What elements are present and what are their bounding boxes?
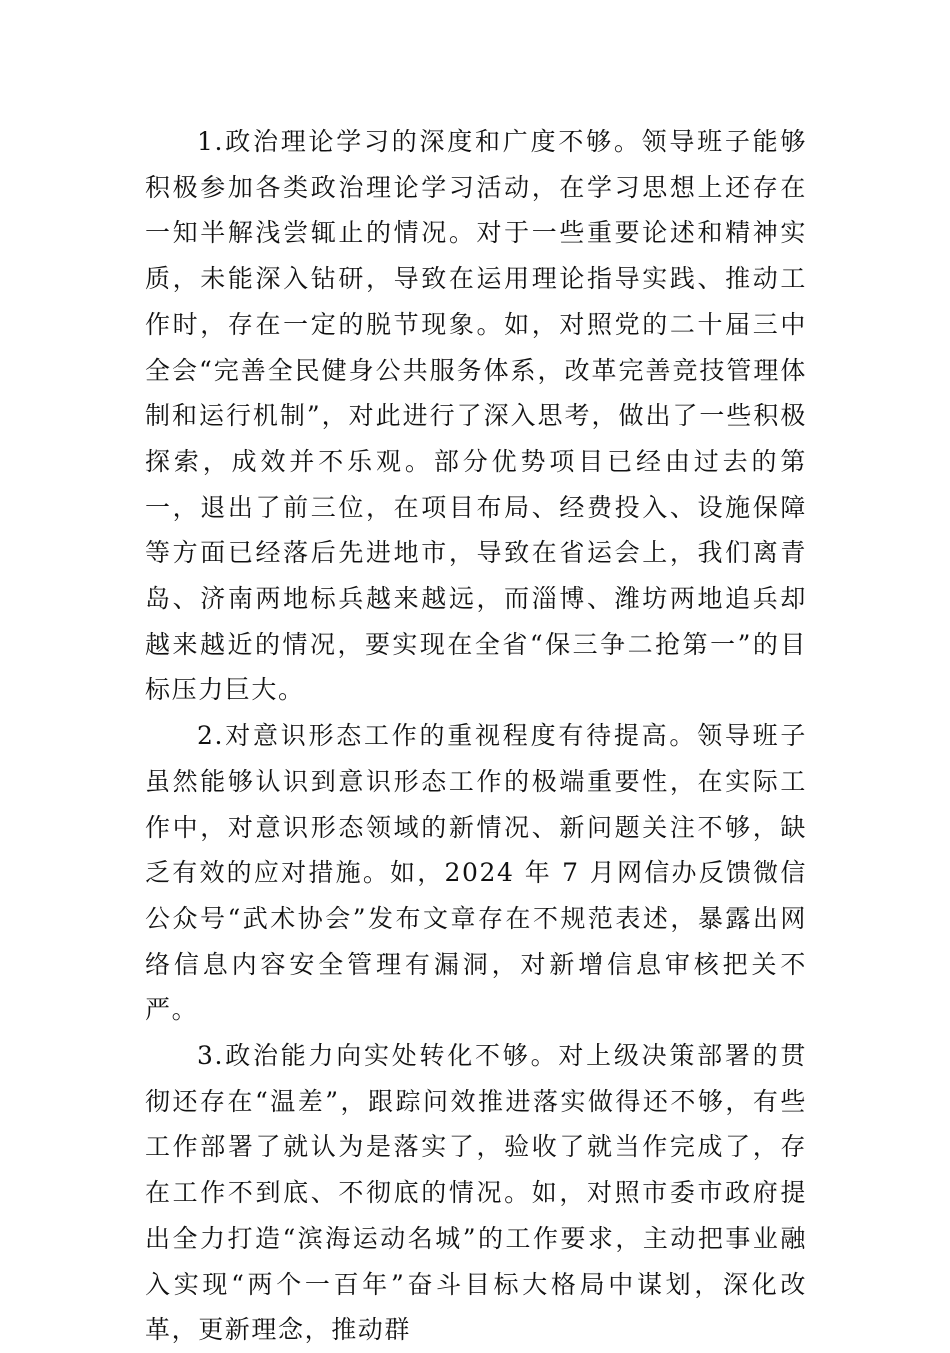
- paragraph-political-theory-study: 1.政治理论学习的深度和广度不够。领导班子能够积极参加各类政治理论学习活动，在学习思想上还存在一知半解浅尝辄止的情况。对于一些重要论述和精神实质，未能深入钻研，导致在运用理论指导实践、推动工作时，存在一定的脱节现象。如，对照党的二十届三中全会“完善全民健身公共服务体系，改革完善竞技管理体制和运行机制”，对此进行了深入思考，做出了一些积极探索，成效并不乐观。部分优势项目已经由过去的第一，退出了前三位，在项目布局、经费投入、设施保障等方面已经落后先进地市，导致在省运会上，我们离青岛、济南两地标兵越来越远，而淄博、潍坊两地追兵却越来越近的情况，要实现在全省“保三争二抢第一”的目标压力巨大。: [145, 127, 807, 705]
- paragraph-political-capability: 3.政治能力向实处转化不够。对上级决策部署的贯彻还存在“温差”，跟踪问效推进落实做得还不够，有些工作部署了就认为是落实了，验收了就当作完成了，存在工作不到底、不彻底的情况。如，对照市委市政府提出全力打造“滨海运动名城”的工作要求，主动把事业融入实现“两个一百年”奋斗目标大格局中谋划，深化改革，更新理念，推动群: [145, 1041, 807, 1345]
- paragraph-ideology-work: 2.对意识形态工作的重视程度有待提高。领导班子虽然能够认识到意识形态工作的极端重要性，在实际工作中，对意识形态领域的新情况、新问题关注不够，缺乏有效的应对措施。如，2024 年 7 月网信办反馈微信公众号“武术协会”发布文章存在不规范表述，暴露出网络信息内容安全管理有漏洞，对新增信息审核把关不严。: [145, 721, 807, 1025]
- document-body: [145, 119, 807, 1353]
